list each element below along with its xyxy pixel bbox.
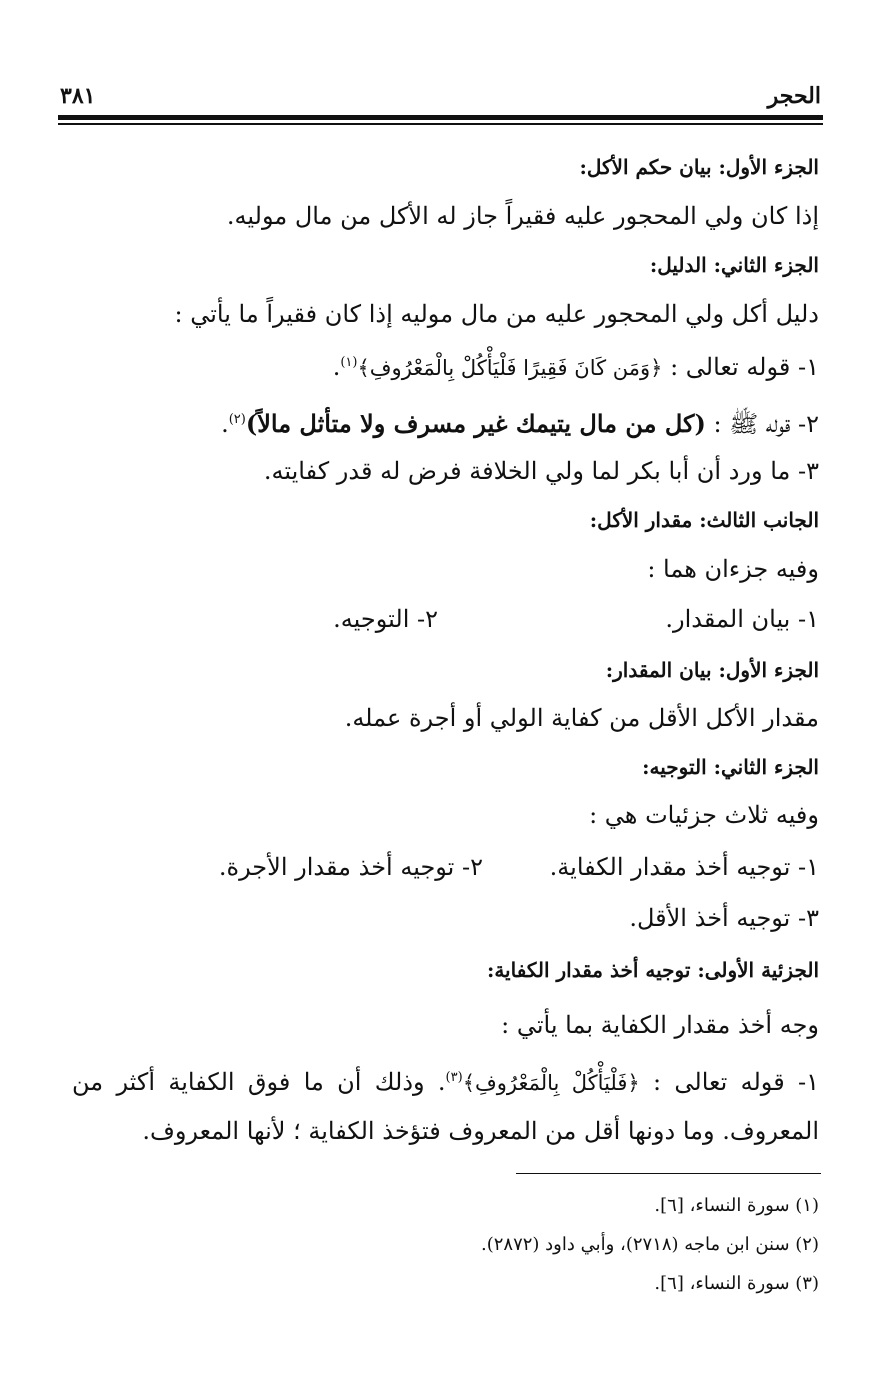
paragraph-two-parts: وفيه جزءان هما :: [647, 555, 819, 583]
footnote-2: (٢) سنن ابن ماجه (٢٧١٨)، وأبي داود (٢٨٧٢).: [480, 1234, 819, 1255]
paragraph-ruling: إذا كان ولي المحجور عليه فقيراً جاز له الأكل من مال موليه.: [226, 202, 819, 230]
evidence-item-1: [70, 346, 819, 385]
heading-sufficiency: الجزئية الأولى: توجيه أخذ مقدار الكفاية:: [486, 958, 819, 982]
sentence-end: .: [221, 410, 229, 438]
footnote-ref: (١): [340, 355, 358, 370]
paragraph-amount: مقدار الأكل الأقل من كفاية الولي أو أجرة عمله.: [344, 704, 819, 732]
sufficiency-item-1: [72, 1061, 819, 1100]
footnote-3: (٣) سورة النساء، [٦].: [654, 1273, 819, 1294]
paragraph-evidence-intro: دليل أكل ولي المحجور عليه من مال موليه إذا كان فقيراً ما يأتي :: [174, 300, 819, 328]
heading-amount-statement: الجزء الأول: بيان المقدار:: [605, 658, 819, 682]
sufficiency-item-1-rest: . وذلك أن ما فوق الكفاية أكثر من: [72, 1068, 446, 1096]
subpart-item-1: ١- توجيه أخذ مقدار الكفاية.: [549, 853, 819, 881]
subpart-item-3: ٣- توجيه أخذ الأقل.: [629, 904, 819, 932]
heading-justification: الجزء الثاني: التوجيه:: [642, 755, 819, 779]
paragraph-sufficiency-intro: وجه أخذ مقدار الكفاية بما يأتي :: [501, 1011, 819, 1039]
part-item-2: ٢- التوجيه.: [333, 605, 438, 633]
evidence-item-1-prefix: ١- قوله تعالى :: [662, 353, 819, 381]
hadith-text: (كل من مال يتيمك غير مسرف ولا متأثل مالاً): [245, 409, 706, 438]
sufficiency-item-1-prefix: ١- قوله تعالى :: [639, 1068, 819, 1096]
evidence-item-3: ٣- ما ورد أن أبا بكر لما ولي الخلافة فرض له قدر كفايته.: [263, 457, 819, 485]
header-rule-thick: [58, 115, 823, 120]
sentence-end: .: [332, 353, 341, 381]
part-item-1: ١- بيان المقدار.: [665, 605, 819, 633]
footnote-1: (١) سورة النساء، [٦].: [654, 1195, 819, 1216]
header-rule-thin: [58, 123, 823, 125]
evidence-item-2-prefix: ٢- قوله ﷺ :: [705, 410, 819, 438]
running-header: [60, 76, 821, 116]
evidence-item-2: [70, 403, 819, 441]
quran-verse: ﴿فَلْيَأْكُلْ بِالْمَعْرُوفِ﴾: [462, 1071, 640, 1095]
footnote-separator: [516, 1173, 821, 1174]
chapter-title: الحجر: [767, 83, 821, 109]
page-number: ٣٨١: [60, 83, 96, 109]
quran-verse: ﴿وَمَن كَانَ فَقِيرًا فَلْيَأْكُلْ بِالْمَعْرُوفِ﴾: [357, 356, 663, 380]
footnote-ref: (٣): [445, 1070, 463, 1085]
paragraph-three-subparts: وفيه ثلاث جزئيات هي :: [589, 801, 819, 829]
heading-amount: الجانب الثالث: مقدار الأكل:: [589, 508, 819, 532]
footnote-ref: (٢): [228, 412, 246, 427]
subpart-item-2: ٢- توجيه أخذ مقدار الأجرة.: [218, 853, 483, 881]
heading-ruling: الجزء الأول: بيان حكم الأكل:: [579, 155, 819, 179]
paragraph-sufficiency-cont: المعروف. وما دونها أقل من المعروف فتؤخذ الكفاية ؛ لأنها المعروف.: [142, 1117, 819, 1145]
heading-evidence: الجزء الثاني: الدليل:: [649, 253, 819, 277]
